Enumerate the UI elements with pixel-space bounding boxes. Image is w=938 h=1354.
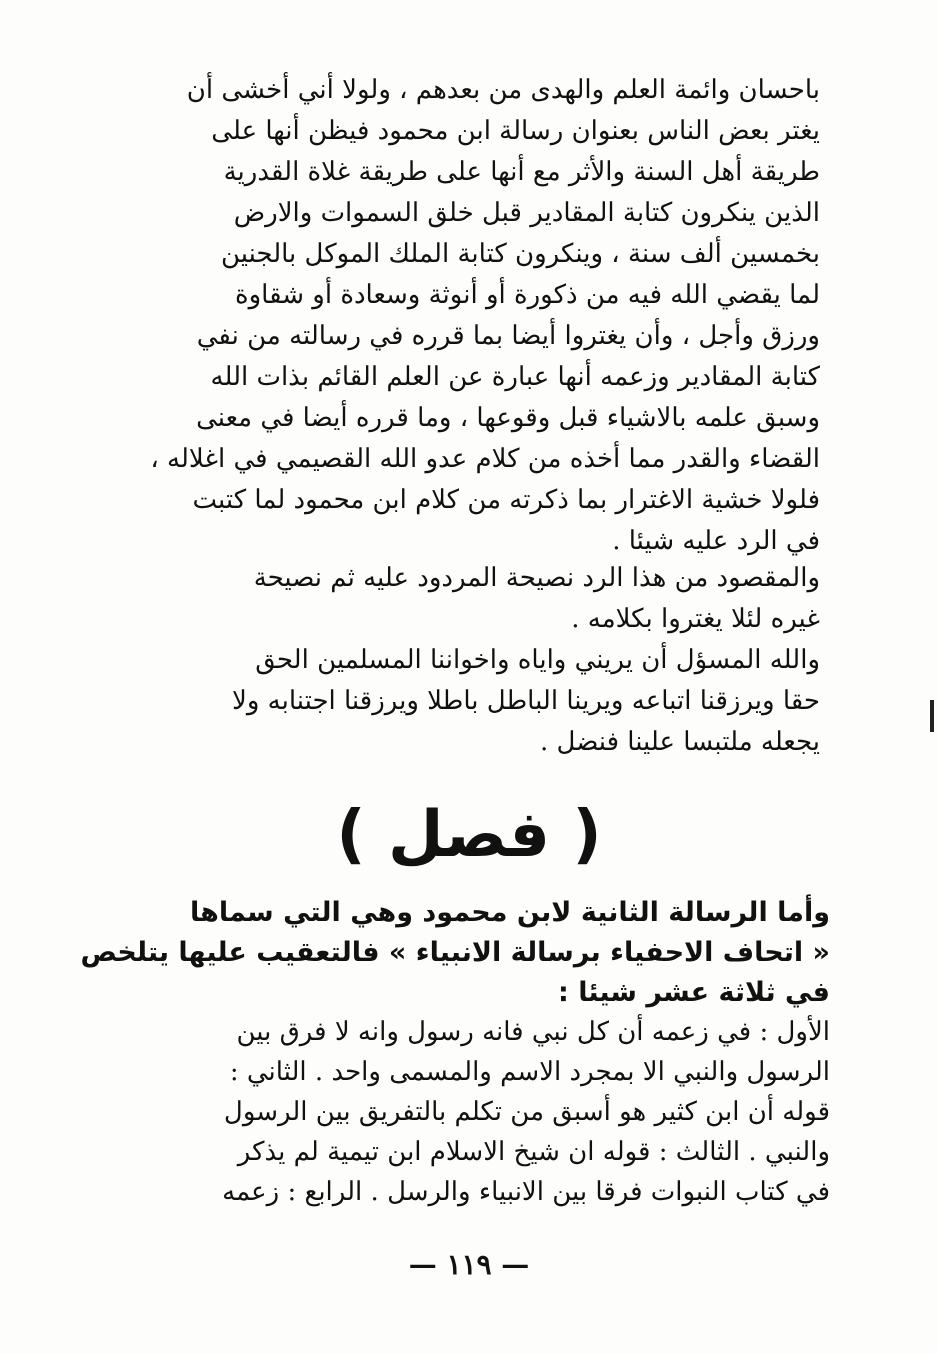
text-line: باحسان وائمة العلم والهدى من بعدهم ، ولولا أني أخشى أن [186,75,820,105]
text-line: في ثلاثة عشر شيئا : [558,977,830,1008]
text-line: « اتحاف الاحفياء برسالة الانبياء » فالتعقيب عليها يتلخص [80,937,830,968]
text-line: قوله أن ابن كثير هو أسبق من تكلم بالتفريق بين الرسول [223,1097,830,1127]
text-line: غيره لئلا يغتروا بكلامه . [571,604,820,634]
text-line: وأما الرسالة الثانية لابن محمود وهي التي سماها [190,897,830,928]
text-line: الذين ينكرون كتابة المقادير قبل خلق السموات والارض [233,198,820,228]
text-line: يجعله ملتبسا علينا فنضل . [539,727,820,757]
paragraph-points [75,1012,830,1212]
text-line: والمقصود من هذا الرد نصيحة المردود عليه ثم نصيحة [253,563,820,593]
paragraph-continuation [60,70,820,562]
text-line: في الرد عليه شيئا . [612,526,820,556]
text-line: في كتاب النبوات فرقا بين الانبياء والرسل . الرابع : زعمه [222,1177,830,1207]
text-line: والنبي . الثالث : قوله ان شيخ الاسلام ابن تيمية لم يذكر [237,1137,830,1167]
paragraph-supplication [60,640,820,763]
text-line: بخمسين ألف سنة ، وينكرون كتابة الملك الموكل بالجنين [220,239,820,269]
text-line: القضاء والقدر مما أخذه من كلام عدو الله القصيمي في اغلاله ، [150,444,820,474]
bold-introduction [70,893,830,1013]
text-line: طريقة أهل السنة والأثر مع أنها على طريقة غلاة القدرية [223,157,820,187]
scan-margin-mark [930,700,934,732]
text-line: الأول : في زعمه أن كل نبي فانه رسول وانه لا فرق بين [236,1017,830,1047]
text-line: ورزق وأجل ، وأن يغتروا أيضا بما قرره في رسالته من نفي [196,321,820,351]
text-line: حقا ويرزقنا اتباعه ويرينا الباطل باطلا ويرزقنا اجتنابه ولا [232,686,820,716]
text-line: لما يقضي الله فيه من ذكورة أو أنوثة وسعادة أو شقاوة [235,280,820,310]
text-line: يغتر بعض الناس بعنوان رسالة ابن محمود فيظن أنها على [211,116,820,146]
text-line: فلولا خشية الاغترار بما ذكرته من كلام ابن محمود لما كتبت [192,485,820,515]
text-line: الرسول والنبي الا بمجرد الاسم والمسمى واحد . الثاني : [229,1057,830,1087]
text-line: والله المسؤل أن يريني واياه واخواننا المسلمين الحق [255,645,820,675]
text-line: كتابة المقادير وزعمه أنها عبارة عن العلم القائم بذات الله [210,362,820,392]
text-line: وسبق علمه بالاشياء قبل وقوعها ، وما قرره أيضا في معنى [196,403,820,433]
paragraph-purpose [60,558,820,640]
section-heading: ( فصل ) [336,798,602,872]
page-number: — ١١٩ — [408,1248,530,1281]
